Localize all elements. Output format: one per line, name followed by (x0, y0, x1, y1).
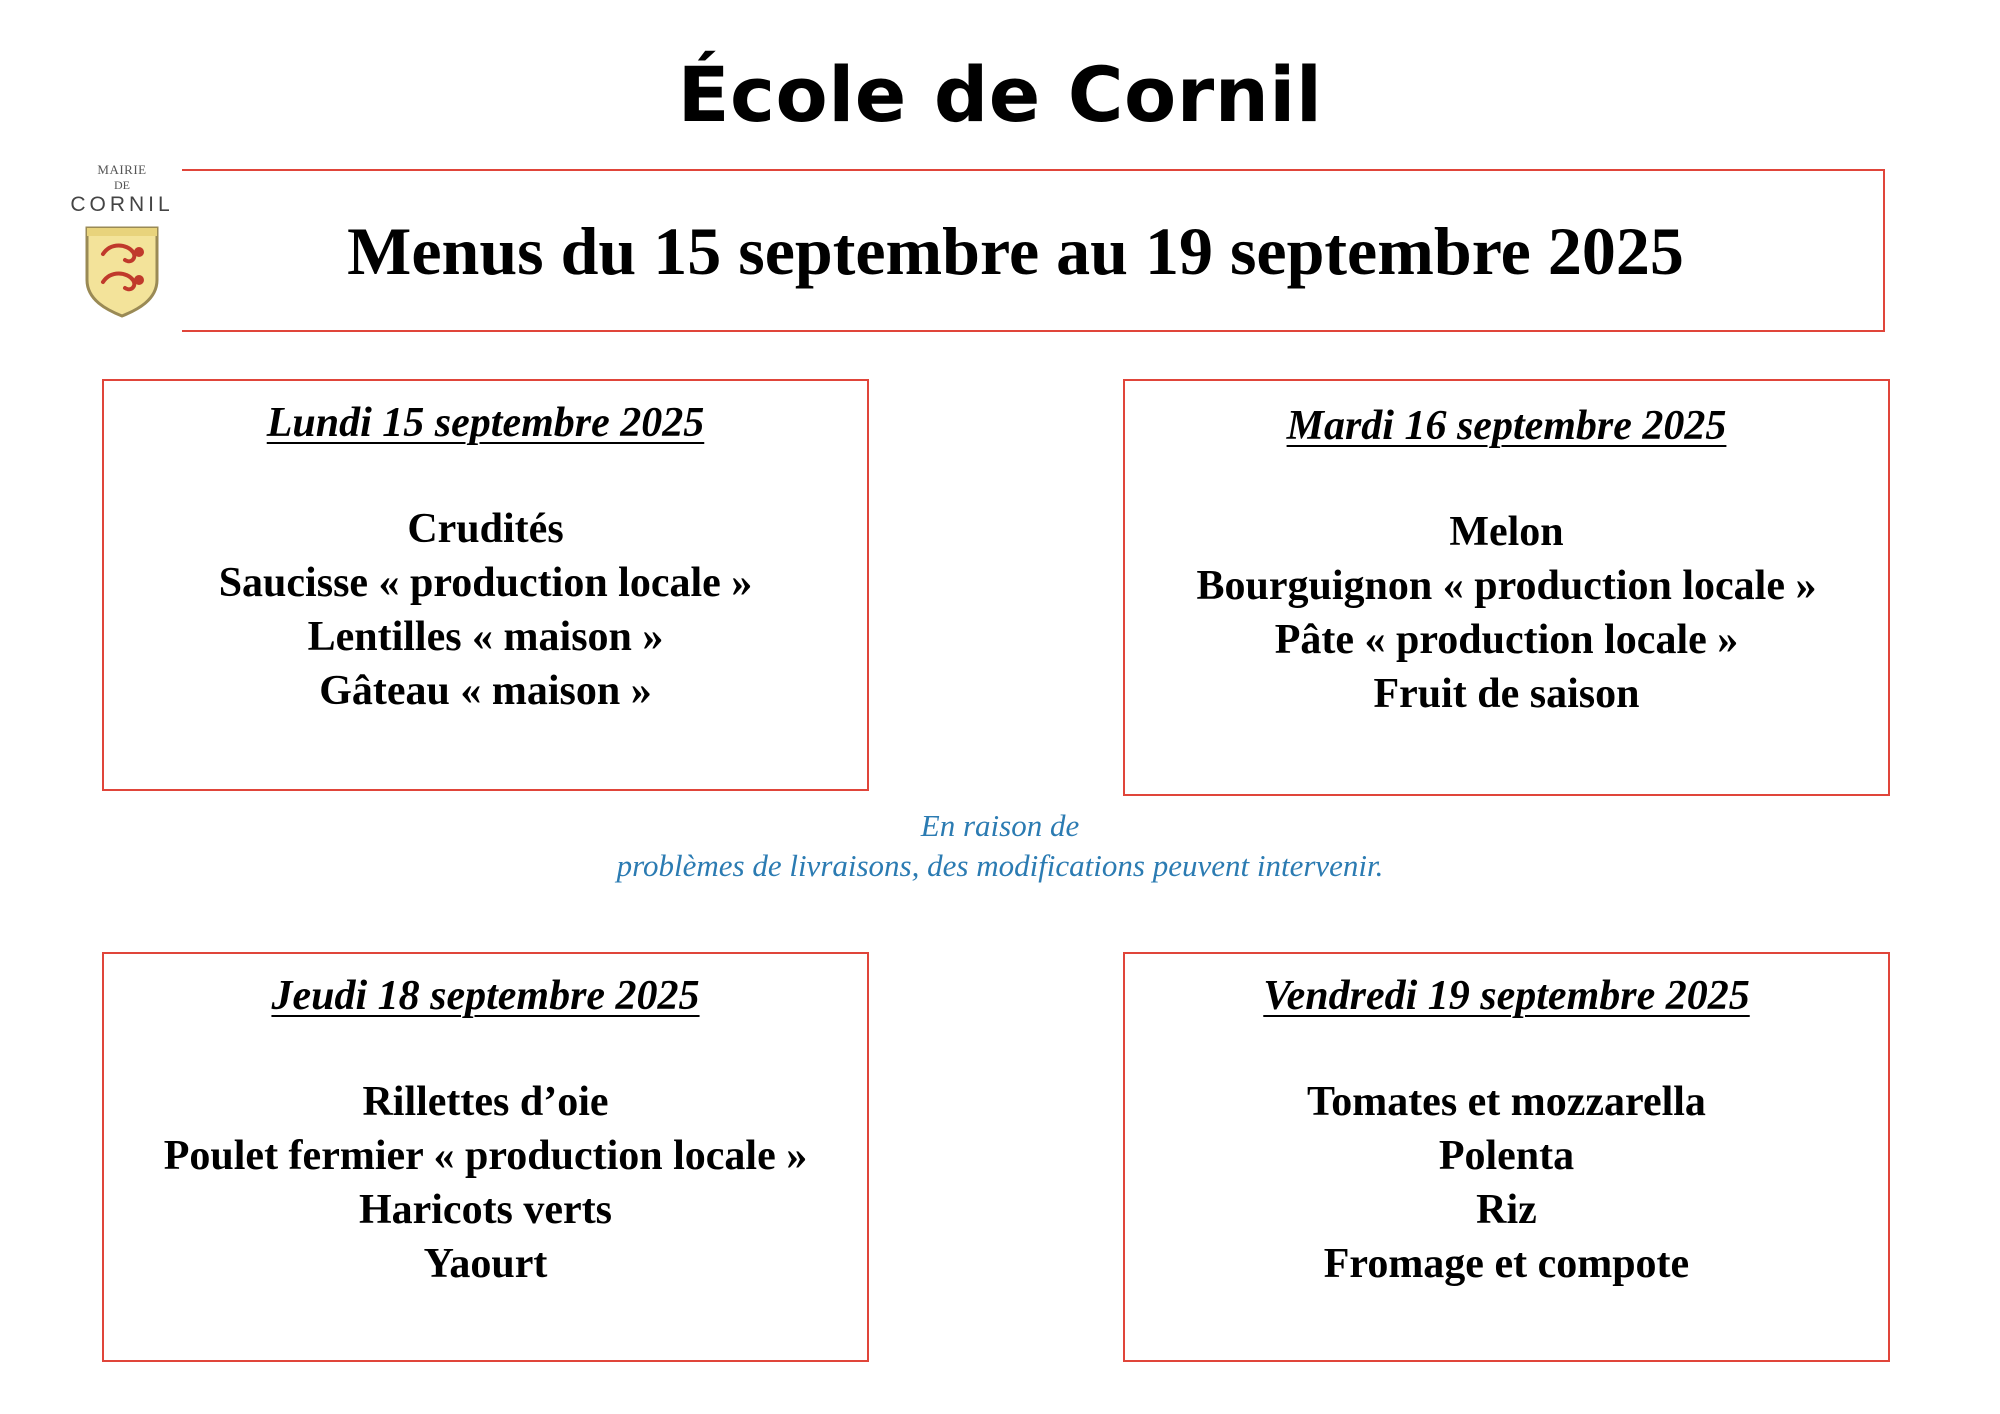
menu-list (1125, 505, 1888, 721)
day-heading: Jeudi 18 septembre 2025 (271, 973, 700, 1019)
menu-item: Polenta (1438, 1133, 1575, 1179)
notice-line-1: En raison de (920, 808, 1080, 843)
menu-item: Haricots verts (358, 1187, 613, 1233)
menu-item: Riz (1476, 1187, 1537, 1233)
notice-line-2: problèmes de livraisons, des modifications peuvent intervenir. (616, 848, 1384, 883)
day-menu-lundi (102, 379, 869, 791)
menu-list (1125, 1075, 1888, 1291)
day-menu-mardi (1123, 379, 1890, 796)
menu-item: Fruit de saison (1373, 671, 1640, 717)
header-box (182, 169, 1885, 332)
menu-item: Bourguignon « production locale » (1196, 563, 1817, 609)
menu-item: Crudités (407, 506, 564, 552)
delivery-notice (500, 806, 1500, 886)
menu-item: Yaourt (423, 1241, 548, 1287)
cornil-logo (62, 158, 182, 348)
menu-list (104, 1075, 867, 1291)
menu-item: Poulet fermier « production locale » (163, 1133, 808, 1179)
menu-list (104, 502, 867, 718)
logo-line-cornil: CORNIL (70, 193, 174, 216)
menu-item: Gâteau « maison » (319, 668, 652, 714)
day-menu-jeudi (102, 952, 869, 1362)
menu-item: Fromage et compote (1323, 1241, 1690, 1287)
page-title: École de Cornil (677, 50, 1323, 139)
menu-item: Melon (1449, 509, 1564, 555)
day-heading: Mardi 16 septembre 2025 (1286, 403, 1727, 449)
menu-item: Pâte « production locale » (1274, 617, 1739, 663)
logo-line-mairie: MAIRIE (97, 162, 147, 177)
logo-line-de: DE (114, 178, 130, 192)
coat-of-arms-icon (81, 222, 163, 318)
day-heading: Lundi 15 septembre 2025 (266, 400, 705, 446)
day-menu-vendredi (1123, 952, 1890, 1362)
menu-period-title: Menus du 15 septembre au 19 septembre 2025 (347, 212, 1684, 289)
menu-item: Rillettes d’oie (362, 1079, 609, 1125)
day-heading: Vendredi 19 septembre 2025 (1263, 973, 1750, 1019)
menu-item: Saucisse « production locale » (218, 560, 753, 606)
menu-item: Lentilles « maison » (307, 614, 664, 660)
menu-item: Tomates et mozzarella (1307, 1079, 1706, 1125)
